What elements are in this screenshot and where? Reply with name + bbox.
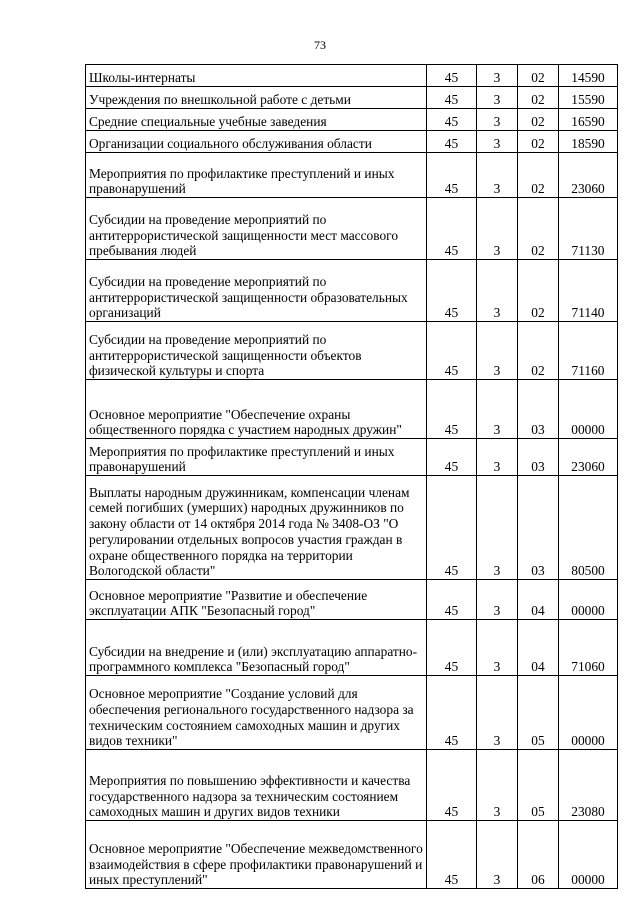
row-name: Школы-интернаты (86, 65, 427, 87)
row-name: Учреждения по внешкольной работе с детьми (86, 87, 427, 109)
page-number: 73 (314, 38, 326, 52)
row-name: Субсидии на внедрение и (или) эксплуатацию аппаратно-программного комплекса "Безопасный город" (86, 620, 427, 676)
row-code-2: 3 (477, 380, 518, 439)
row-code-4: 00000 (559, 821, 618, 889)
row-code-3: 02 (518, 65, 559, 87)
row-code-4: 71130 (559, 198, 618, 260)
table-row (86, 476, 618, 580)
row-code-3: 02 (518, 260, 559, 322)
row-name: Мероприятия по профилактике преступлений и иных правонарушений (86, 153, 427, 198)
row-code-1: 45 (427, 380, 477, 439)
row-code-3: 02 (518, 198, 559, 260)
row-code-4: 23080 (559, 750, 618, 821)
row-name: Субсидии на проведение мероприятий по антитеррористической защищенности образовательных организаций (86, 260, 427, 322)
row-name: Организации социального обслуживания области (86, 131, 427, 153)
table-row (86, 676, 618, 750)
row-code-2: 3 (477, 476, 518, 580)
table-row (86, 821, 618, 889)
row-code-1: 45 (427, 676, 477, 750)
row-code-4: 00000 (559, 380, 618, 439)
row-name: Основное мероприятие "Развитие и обеспечение эксплуатации АПК "Безопасный город" (86, 580, 427, 620)
row-code-1: 45 (427, 131, 477, 153)
table-row (86, 580, 618, 620)
row-code-3: 02 (518, 109, 559, 131)
row-code-1: 45 (427, 821, 477, 889)
row-code-1: 45 (427, 87, 477, 109)
row-code-1: 45 (427, 750, 477, 821)
row-name: Основное мероприятие "Обеспечение охраны общественного порядка с участием народных дружин" (86, 380, 427, 439)
row-code-4: 23060 (559, 153, 618, 198)
row-code-1: 45 (427, 260, 477, 322)
row-code-2: 3 (477, 439, 518, 476)
row-code-1: 45 (427, 620, 477, 676)
row-name: Выплаты народным дружинникам, компенсации членам семей погибших (умерших) народных дружинников по закону области от 14 октября 2014 года № 3408-ОЗ "О регулировании отдельных вопросов участия граждан в охране общественного порядка на территории Вологодской области" (86, 476, 427, 580)
row-code-1: 45 (427, 580, 477, 620)
row-code-2: 3 (477, 109, 518, 131)
row-code-2: 3 (477, 131, 518, 153)
row-code-3: 06 (518, 821, 559, 889)
row-code-4: 16590 (559, 109, 618, 131)
row-code-1: 45 (427, 476, 477, 580)
table-row (86, 87, 618, 109)
row-code-3: 02 (518, 153, 559, 198)
row-code-1: 45 (427, 322, 477, 380)
row-code-4: 23060 (559, 439, 618, 476)
row-code-3: 04 (518, 620, 559, 676)
row-code-1: 45 (427, 109, 477, 131)
row-code-1: 45 (427, 439, 477, 476)
row-code-4: 71160 (559, 322, 618, 380)
row-name: Средние специальные учебные заведения (86, 109, 427, 131)
row-code-1: 45 (427, 198, 477, 260)
table-row (86, 109, 618, 131)
row-code-3: 05 (518, 750, 559, 821)
row-code-2: 3 (477, 676, 518, 750)
row-code-3: 02 (518, 87, 559, 109)
table-row (86, 65, 618, 87)
row-code-1: 45 (427, 65, 477, 87)
row-code-4: 15590 (559, 87, 618, 109)
row-name: Субсидии на проведение мероприятий по антитеррористической защищенности объектов физической культуры и спорта (86, 322, 427, 380)
row-code-4: 00000 (559, 676, 618, 750)
row-code-2: 3 (477, 198, 518, 260)
row-code-2: 3 (477, 87, 518, 109)
row-code-3: 04 (518, 580, 559, 620)
row-code-3: 03 (518, 380, 559, 439)
row-code-3: 03 (518, 439, 559, 476)
table-row (86, 380, 618, 439)
row-code-4: 71140 (559, 260, 618, 322)
row-code-4: 80500 (559, 476, 618, 580)
row-code-3: 02 (518, 131, 559, 153)
table-row (86, 620, 618, 676)
budget-table (85, 64, 618, 889)
row-code-2: 3 (477, 260, 518, 322)
table-row (86, 131, 618, 153)
row-code-3: 05 (518, 676, 559, 750)
row-code-4: 18590 (559, 131, 618, 153)
row-code-4: 71060 (559, 620, 618, 676)
row-name: Субсидии на проведение мероприятий по антитеррористической защищенности мест массового пребывания людей (86, 198, 427, 260)
row-name: Основное мероприятие "Создание условий для обеспечения регионального государственного надзора за техническим состоянием самоходных машин и других видов техники" (86, 676, 427, 750)
row-code-2: 3 (477, 821, 518, 889)
row-code-2: 3 (477, 322, 518, 380)
table-row (86, 153, 618, 198)
table-row (86, 322, 618, 380)
row-code-3: 03 (518, 476, 559, 580)
row-code-3: 02 (518, 322, 559, 380)
row-code-2: 3 (477, 620, 518, 676)
row-code-4: 14590 (559, 65, 618, 87)
table-row (86, 198, 618, 260)
row-name: Основное мероприятие "Обеспечение межведомственного взаимодействия в сфере профилактики правонарушений и иных преступлений" (86, 821, 427, 889)
table-row (86, 260, 618, 322)
row-code-4: 00000 (559, 580, 618, 620)
row-code-2: 3 (477, 750, 518, 821)
row-code-2: 3 (477, 65, 518, 87)
row-name: Мероприятия по повышению эффективности и качества государственного надзора за техническим состоянием самоходных машин и других видов техники (86, 750, 427, 821)
row-name: Мероприятия по профилактике преступлений и иных правонарушений (86, 439, 427, 476)
row-code-2: 3 (477, 580, 518, 620)
table-row (86, 439, 618, 476)
row-code-2: 3 (477, 153, 518, 198)
table-row (86, 750, 618, 821)
row-code-1: 45 (427, 153, 477, 198)
